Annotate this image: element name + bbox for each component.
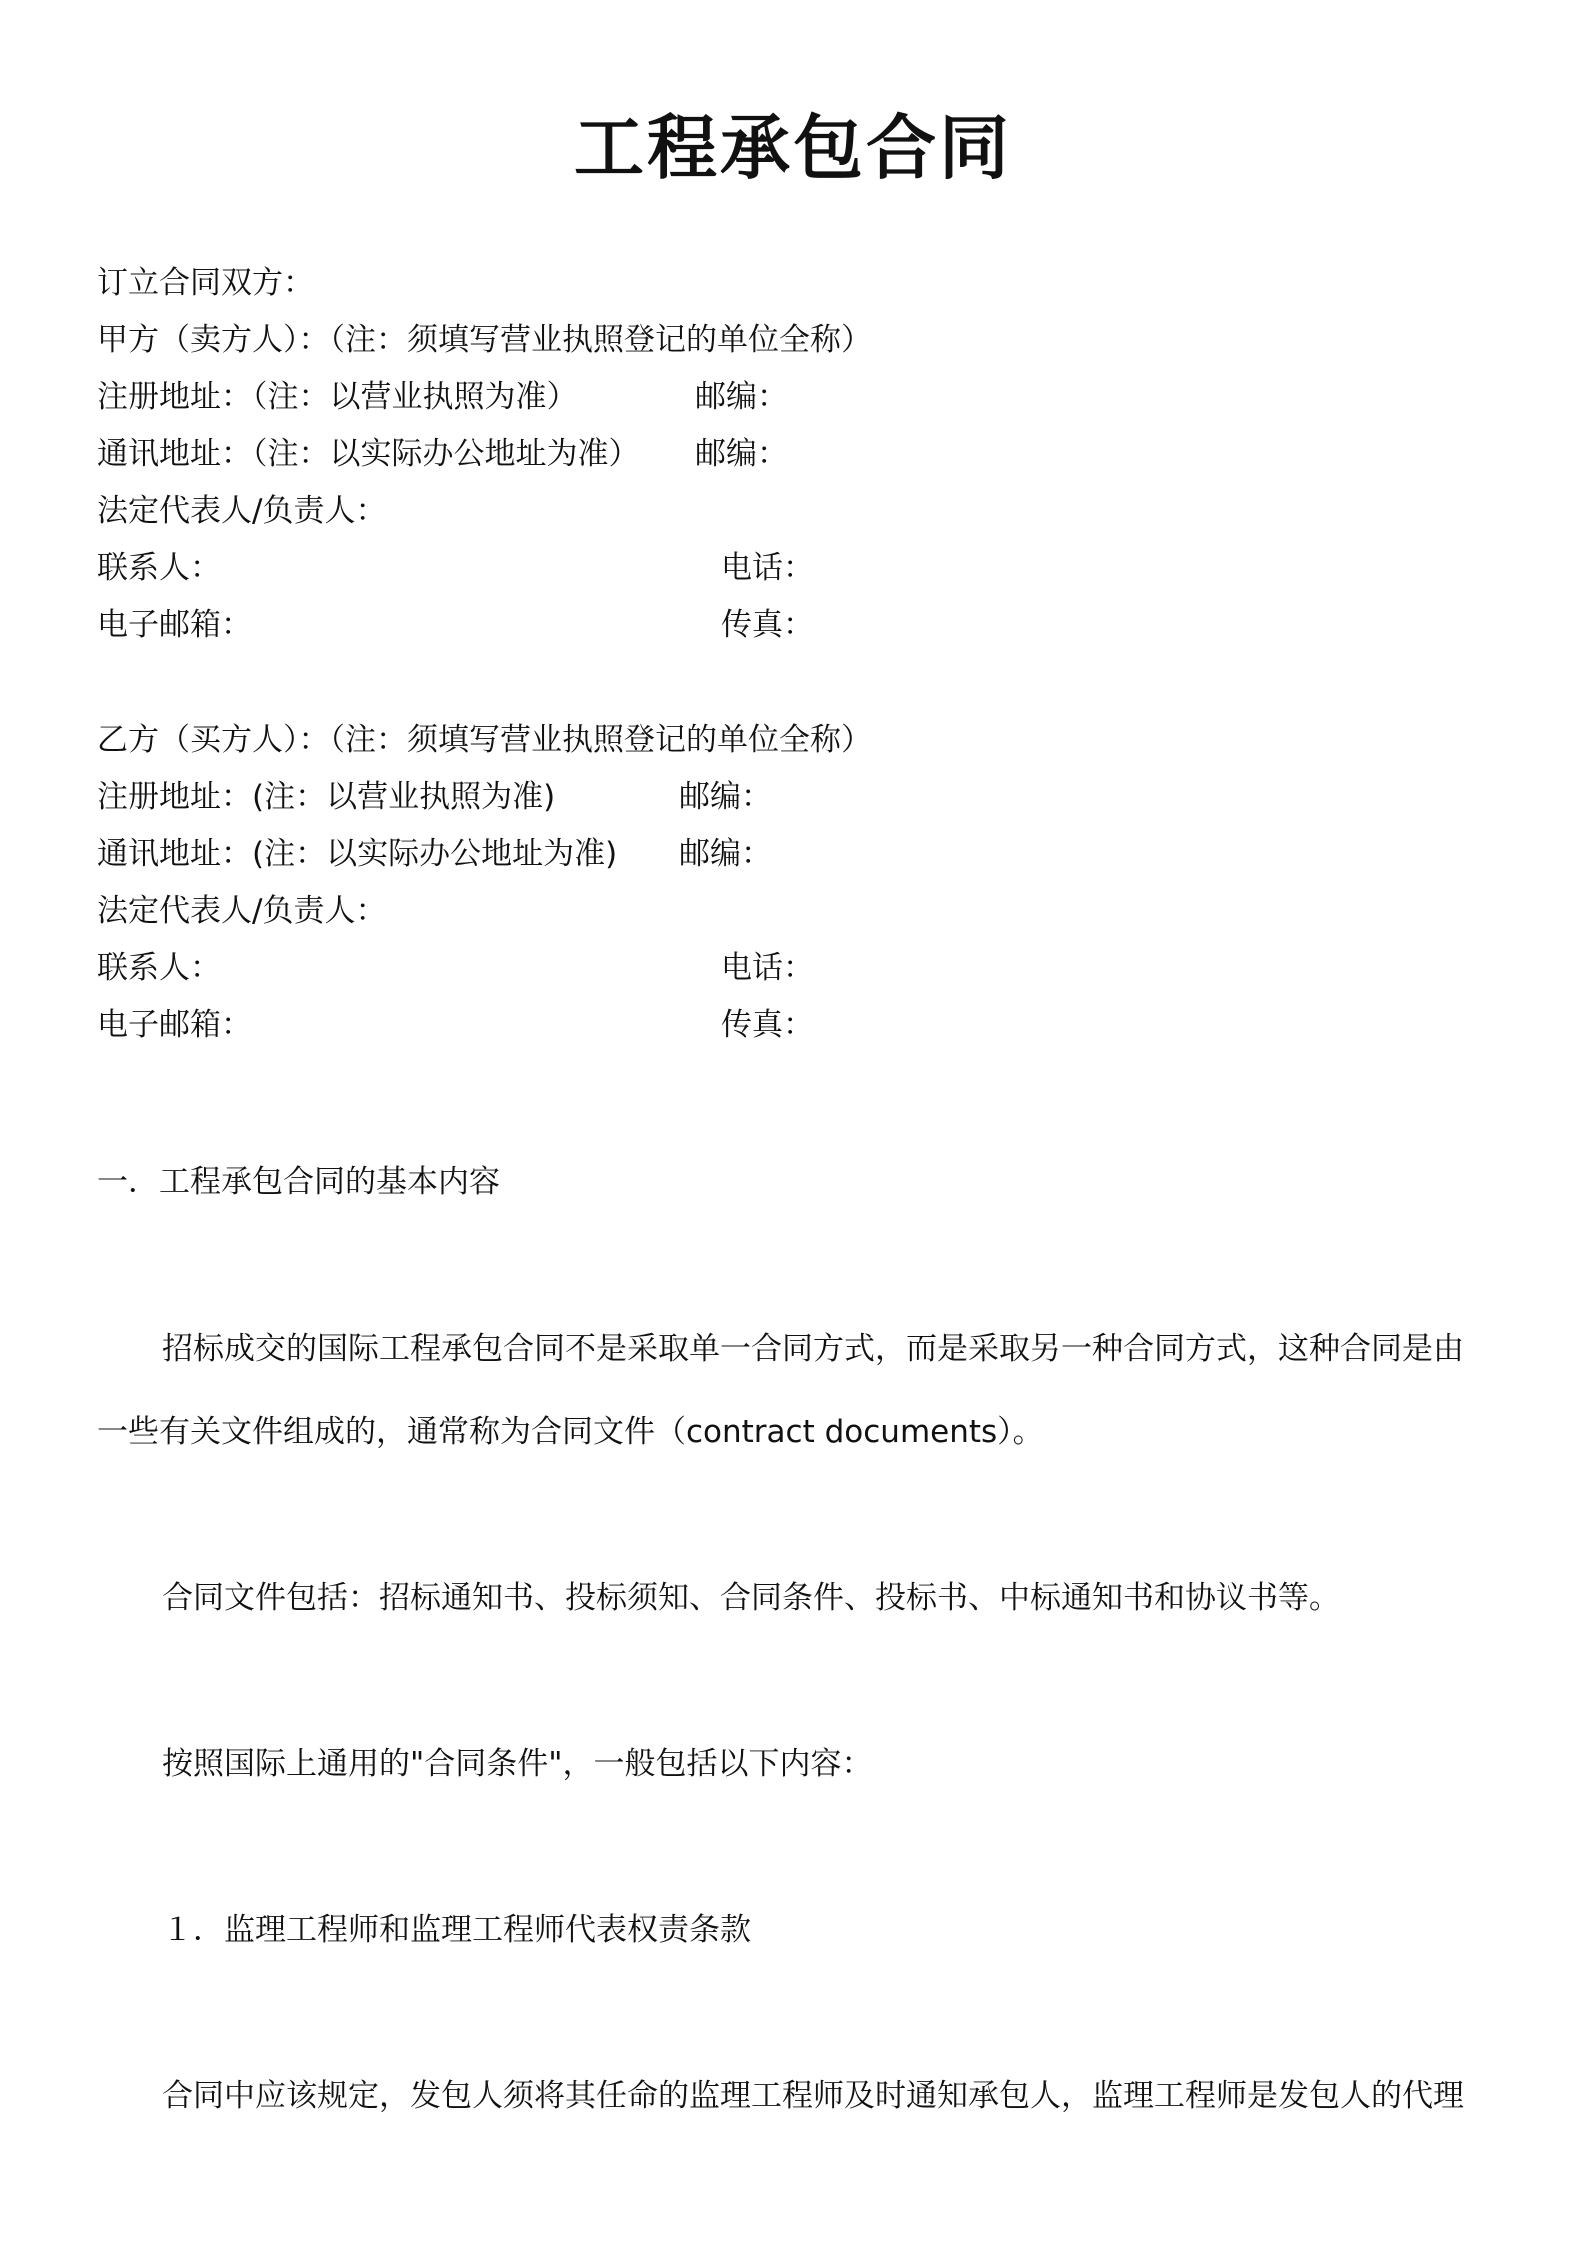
paragraph-1-line-2: 一些有关文件组成的，通常称为合同文件（contract documents）。: [97, 1414, 1044, 1450]
party-b-fax: 传真：: [721, 1007, 814, 1043]
party-a-mail-postcode: 邮编：: [695, 436, 788, 472]
intro-line: 订立合同双方：: [97, 265, 314, 301]
document-title: 工程承包合同: [574, 107, 1012, 189]
party-a-mail-address: 通讯地址：（注：以实际办公地址为准）: [97, 436, 640, 472]
party-a-reg-address: 注册地址：（注：以营业执照为准）: [97, 379, 578, 415]
party-b-contact: 联系人：: [97, 950, 221, 986]
party-a-phone: 电话：: [721, 550, 814, 586]
party-a-reg-postcode: 邮编：: [695, 379, 788, 415]
party-a-name-line: 甲方（卖方人）：（注：须填写营业执照登记的单位全称）: [97, 322, 872, 358]
paragraph-1-line-1: 招标成交的国际工程承包合同不是采取单一合同方式，而是采取另一种合同方式，这种合同是由: [162, 1331, 1464, 1367]
party-b-mail-address: 通讯地址：(注：以实际办公地址为准): [97, 836, 618, 872]
list-item-1: １．监理工程师和监理工程师代表权责条款: [162, 1912, 751, 1948]
party-a-email: 电子邮箱：: [97, 607, 252, 643]
party-b-reg-postcode: 邮编：: [679, 779, 772, 815]
party-b-email: 电子邮箱：: [97, 1007, 252, 1043]
party-a-contact: 联系人：: [97, 550, 221, 586]
party-b-reg-address: 注册地址：(注：以营业执照为准): [97, 779, 556, 815]
paragraph-2: 合同文件包括：招标通知书、投标须知、合同条件、投标书、中标通知书和协议书等。: [162, 1580, 1340, 1616]
section-heading: 一．工程承包合同的基本内容: [97, 1164, 500, 1200]
party-b-phone: 电话：: [721, 950, 814, 986]
paragraph-3: 按照国际上通用的"合同条件"，一般包括以下内容：: [162, 1746, 873, 1782]
party-b-mail-postcode: 邮编：: [679, 836, 772, 872]
paragraph-4: 合同中应该规定，发包人须将其任命的监理工程师及时通知承包人，监理工程师是发包人的代理: [162, 2078, 1464, 2114]
party-b-legal-rep: 法定代表人/负责人：: [97, 893, 387, 929]
party-b-name-line: 乙方（买方人）：（注：须填写营业执照登记的单位全称）: [97, 722, 872, 758]
party-a-fax: 传真：: [721, 607, 814, 643]
party-a-legal-rep: 法定代表人/负责人：: [97, 493, 387, 529]
